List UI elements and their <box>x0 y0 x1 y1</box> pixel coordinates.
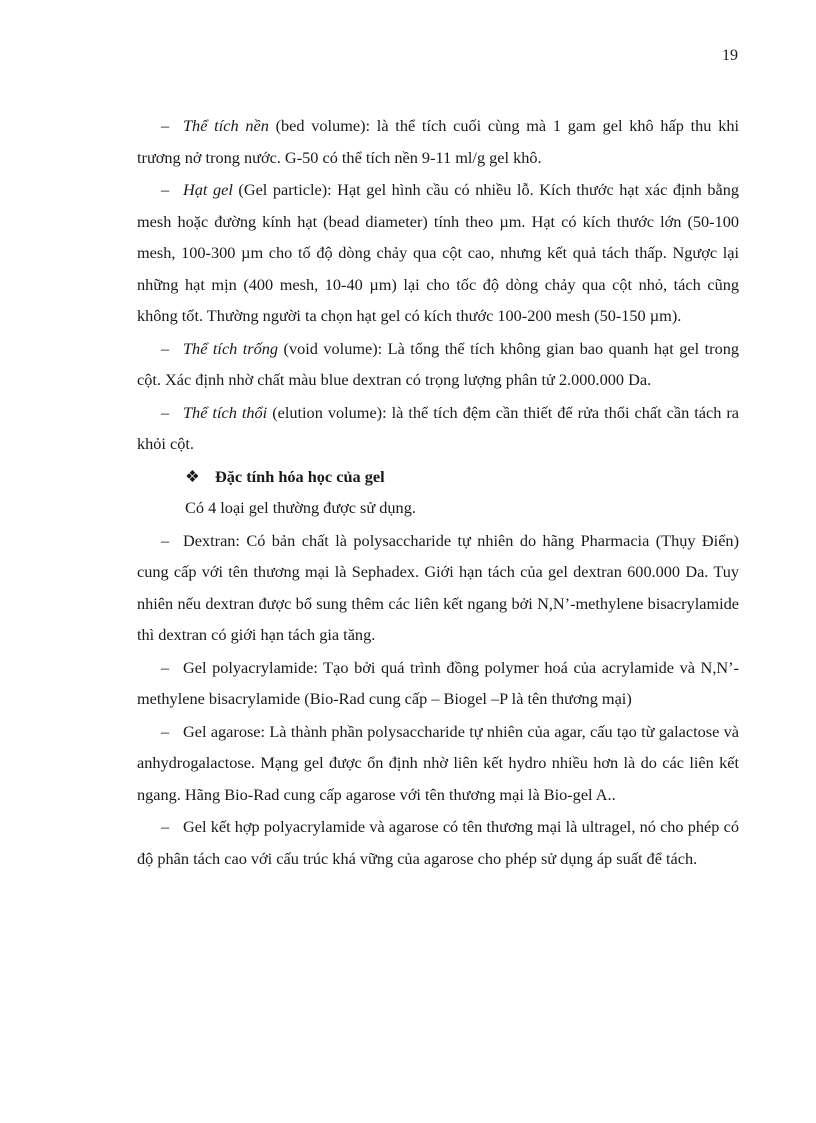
gel-type-polyacrylamide <box>137 652 739 715</box>
dash-bullet: – <box>161 402 170 422</box>
gel-type-text: Gel polyacrylamide: Tạo bởi quá trình đồng polymer hoá của acrylamide và N,N’-methylene bisacrylamide (Bio-Rad cung cấp – Biogel –P là tên thương mại) <box>137 657 739 708</box>
dash-bullet: – <box>161 721 170 741</box>
dash-bullet: – <box>161 338 170 358</box>
intro-sentence: Có 4 loại gel thường được sử dụng. <box>185 498 416 517</box>
dash-bullet: – <box>161 180 170 199</box>
gel-type-text: Gel agarose: Là thành phần polysaccharide tự nhiên của agar, cấu tạo từ galactose và anhydrogalactose. Mạng gel được ổn định nhờ liên kết hydro nhiều hơn là do các liên kết ngang. Hãng Bio-Rad cung cấp agarose với tên thương mại là Bio-gel A.. <box>137 721 739 804</box>
section-heading <box>137 461 739 493</box>
diamond-bullet-icon: ❖ <box>185 466 200 486</box>
document-body <box>137 110 739 875</box>
gel-type-ultragel <box>137 811 739 874</box>
dash-bullet: – <box>161 817 170 836</box>
definition-text: (void volume): Là tổng thể tích không gian bao quanh hạt gel trong cột. Xác định nhờ chất màu blue dextran có trọng lượng phân tử 2.000.000 Da. <box>137 338 739 389</box>
term: Hạt gel <box>183 180 233 199</box>
gel-type-dextran <box>137 525 739 651</box>
definition-text: (Gel particle): Hạt gel hình cầu có nhiều lỗ. Kích thước hạt xác định bằng mesh hoặc đường kính hạt (bead diameter) tính theo µm. Hạt có kích thước lớn (50-100 mesh, 100-300 µm cho tố độ dòng chảy qua cột cao, nhưng kết quả tách thấp. Ngược lại những hạt mịn (400 mesh, 10-40 µm) lại cho tốc độ dòng chảy qua cột nhỏ, tách cũng không tốt. Thường người ta chọn hạt gel có kích thước 100-200 mesh (50-150 µm). <box>137 180 739 325</box>
gel-type-text: Dextran: Có bản chất là polysaccharide tự nhiên do hãng Pharmacia (Thụy Điển) cung cấp với tên thương mại là Sephadex. Giới hạn tách của gel dextran 600.000 Da. Tuy nhiên nếu dextran được bổ sung thêm các liên kết ngang bởi N,N’-methylene bisacrylamide thì dextran có giới hạn tách gia tăng. <box>137 530 739 644</box>
dash-bullet: – <box>161 657 170 677</box>
definition-void-volume <box>137 333 739 396</box>
definition-text: (elution volume): là thể tích đệm cần thiết để rửa thổi chất cần tách ra khỏi cột. <box>137 402 739 453</box>
gel-type-text: Gel kết hợp polyacrylamide và agarose có tên thương mại là ultragel, nó cho phép có độ phân tách cao với cấu trúc khá vững của agarose cho phép sử dụng áp suất để tách. <box>137 817 739 868</box>
section-heading-text: Đặc tính hóa học của gel <box>215 466 385 486</box>
definition-text: (bed volume): là thể tích cuối cùng mà 1 gam gel khô hấp thu khi trương nở trong nước. G-50 có thể tích nền 9-11 ml/g gel khô. <box>137 116 739 167</box>
definition-bed-volume <box>137 110 739 173</box>
definition-elution-volume <box>137 397 739 460</box>
term: Thể tích trống <box>183 338 279 358</box>
dash-bullet: – <box>161 530 170 550</box>
dash-bullet: – <box>161 116 170 135</box>
page-number: 19 <box>722 47 738 64</box>
term: Thể tích nền <box>183 116 269 135</box>
definition-gel-particle <box>137 174 739 332</box>
term: Thể tích thổi <box>183 402 268 422</box>
gel-type-agarose <box>137 716 739 811</box>
